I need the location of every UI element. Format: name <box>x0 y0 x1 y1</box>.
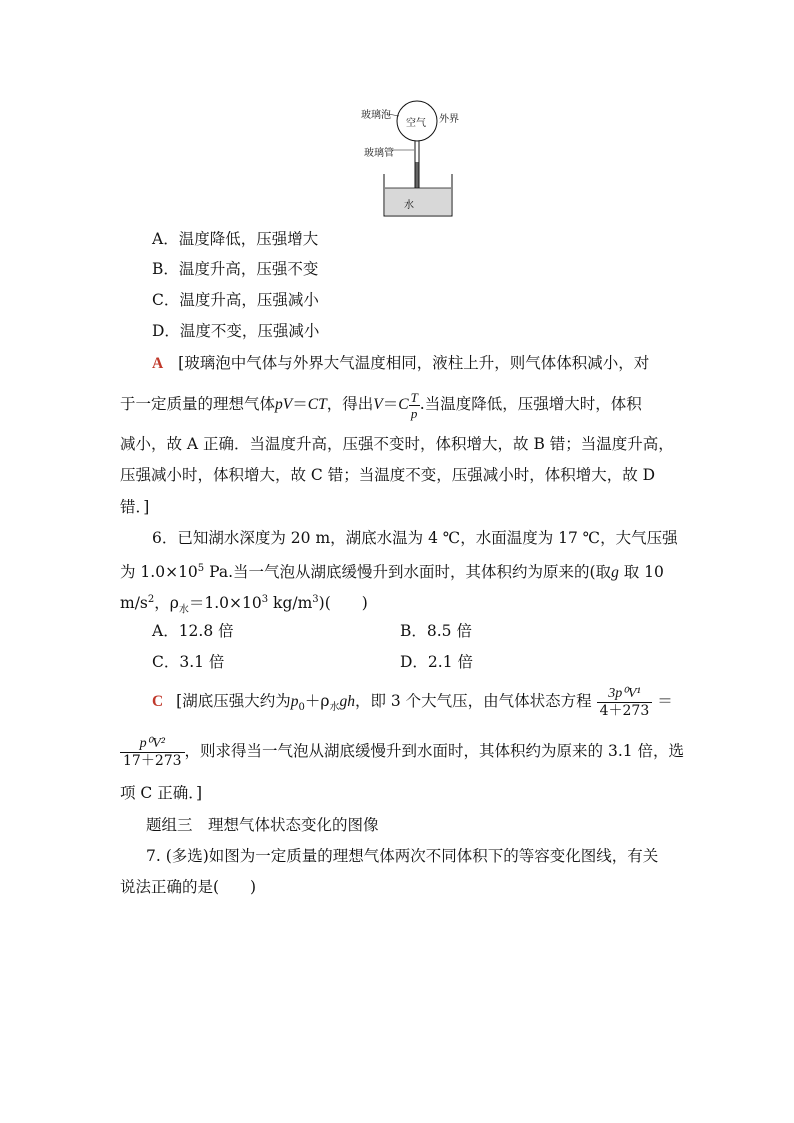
label-tube: 玻璃管 <box>364 148 394 159</box>
q6-stem-line3: $m/s^2$，$\rho_水=1.0\times 10^3$ $kg/m^3$)( ) <box>120 594 368 616</box>
q6-explanation-line1: C [湖底压强大约为$p_0+\rho_水gh$，即 3 个大气压，由气体状态方程 $\frac{\text{3p⁰V¹}}{4+273}$ ＝ <box>152 685 673 719</box>
label-outside: 外界 <box>439 114 459 125</box>
q6-stem-line2: 为 $1.0\times 10^5$ Pa.当一气泡从湖底缓慢升到水面时，其体积约为原来的(取g 取 10 <box>120 563 664 582</box>
label-bulb: 玻璃泡 <box>361 110 391 121</box>
q5-option-b: B．温度升高，压强不变 <box>152 260 319 278</box>
q5-explanation-line1 <box>152 352 649 375</box>
group3-title: 题组三 理想气体状态变化的图像 <box>146 816 379 834</box>
beaker-water <box>385 188 451 215</box>
q6-option-b: B．8.5 倍 <box>400 622 472 640</box>
q6-option-d: D．2.1 倍 <box>400 653 474 671</box>
q6-option-a: A．12.8 倍 <box>152 622 234 640</box>
q5-explanation-line2: 于一定质量的理想气体pV＝CT，得出V＝C $\frac{T}{p}$ .当温度降低，压强增大时，体积 <box>120 389 642 421</box>
q6-fraction-left: $\frac{\text{3p⁰V¹}}{4+273}$ <box>597 685 653 720</box>
q5-fraction: $\frac{T}{p}$ <box>410 389 418 421</box>
q6-explanation-line2: $\frac{\text{p⁰V²}}{17+273}$ ，则求得当一气泡从湖底缓慢升到水面时，其体积约为原来的 3.1 倍，选 <box>120 731 684 771</box>
q5-option-d: D．温度不变，压强减小 <box>152 322 320 340</box>
q6-option-c: C．3.1 倍 <box>152 653 225 671</box>
q5-explanation-line4: 压强减小时，体积增大，故 C 错；当温度不变，压强减小时，体积增大，故 D <box>120 466 656 484</box>
q6-stem-line1: 6．已知湖水深度为 20 m，湖底水温为 4 ℃，水面温度为 17 ℃，大气压强 <box>152 529 678 547</box>
q5-exp1: [玻璃泡中气体与外界大气温度相同，液柱上升，则气体体积减小，对 <box>178 354 650 372</box>
q5-answer: A <box>152 355 164 372</box>
q5-explanation-line5: 错．] <box>120 498 150 516</box>
q6-explanation-line3: 项 C 正确．] <box>120 784 203 802</box>
q5-explanation-line3: 减小，故 A 正确．当温度升高，压强不变时，体积增大，故 B 错；当温度升高， <box>120 435 674 453</box>
label-water: 水 <box>404 200 414 211</box>
q5-option-c: C．温度升高，压强减小 <box>152 291 319 309</box>
q5-option-a: A．温度降低，压强增大 <box>152 230 319 248</box>
q7-stem-line2: 说法正确的是( ) <box>120 878 257 896</box>
q6-fraction-right: $\frac{\text{p⁰V²}}{17+273}$ <box>120 735 185 770</box>
q6-answer: C <box>152 693 164 710</box>
q7-stem-line1: 7. (多选)如图为一定质量的理想气体两次不同体积下的等容变化图线，有关 <box>146 847 659 865</box>
label-air: 空气 <box>406 118 426 129</box>
